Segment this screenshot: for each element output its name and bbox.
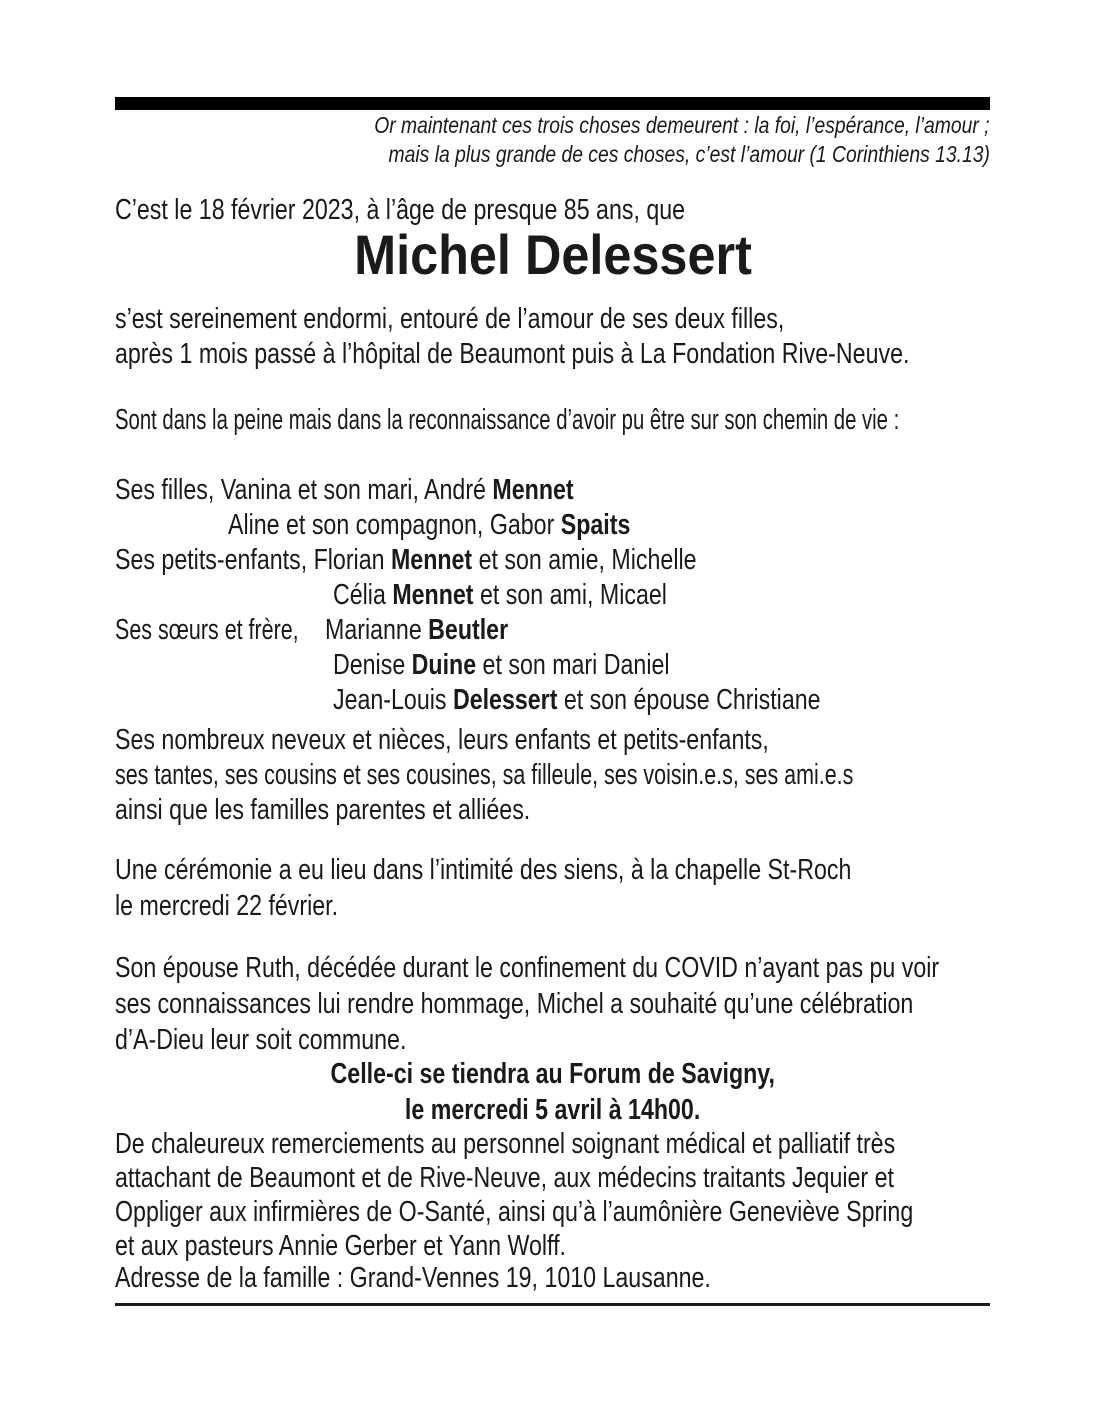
family-line-filles-1 bbox=[115, 474, 990, 509]
family-text-soeurs-frere-3: Jean-Louis Delessert et son épouse Christiane bbox=[333, 684, 821, 716]
paragraph-ceremonie-text-2: le mercredi 22 février. bbox=[115, 890, 339, 922]
paragraph-neveux-line-2 bbox=[115, 759, 990, 794]
paragraph-endormi-text-2: après 1 mois passé à l’hôpital de Beaumont puis à La Fondation Rive-Neuve. bbox=[115, 338, 910, 370]
celebration-datetime: le mercredi 5 avril à 14h00. bbox=[404, 1094, 701, 1126]
paragraph-endormi bbox=[115, 303, 990, 373]
celebration-announcement-line-2 bbox=[115, 1094, 990, 1130]
family-label-soeurs-frere: Ses sœurs et frère, bbox=[115, 614, 299, 646]
family-list bbox=[115, 474, 990, 719]
bottom-rule bbox=[115, 1303, 990, 1306]
scripture-quote-text-1: Or maintenant ces trois choses demeurent : la foi, l’espérance, l’amour ; bbox=[374, 112, 990, 138]
celebration-announcement bbox=[115, 1058, 990, 1130]
paragraph-ruth-text-1: Son épouse Ruth, décédée durant le confinement du COVID n’ayant pas pu voir bbox=[115, 952, 940, 984]
paragraph-peine bbox=[115, 404, 990, 439]
paragraph-ruth-line-3 bbox=[115, 1024, 990, 1060]
paragraph-ruth-text-3: d’A-Dieu leur soit commune. bbox=[115, 1024, 407, 1056]
paragraph-endormi-line-1 bbox=[115, 303, 990, 338]
paragraph-remerciements-text-2: attachant de Beaumont et de Rive-Neuve, aux médecins traitants Jequier et bbox=[115, 1162, 894, 1194]
deceased-name-line bbox=[115, 222, 990, 286]
paragraph-ruth bbox=[115, 952, 990, 1060]
paragraph-peine-line bbox=[115, 404, 990, 439]
family-address-line bbox=[115, 1262, 990, 1297]
celebration-announcement-line-1 bbox=[115, 1058, 990, 1094]
paragraph-remerciements-text-1: De chaleureux remerciements au personnel soignant médical et palliatif très bbox=[115, 1128, 896, 1160]
paragraph-ruth-text-2: ses connaissances lui rendre hommage, Michel a souhaité qu’une célébration bbox=[115, 988, 914, 1020]
family-address bbox=[115, 1262, 990, 1297]
paragraph-neveux-text-2: ses tantes, ses cousins et ses cousines, sa filleule, ses voisin.e.s, ses ami.e.s bbox=[115, 759, 854, 791]
family-address-text: Adresse de la famille : Grand-Vennes 19, 1010 Lausanne. bbox=[115, 1262, 711, 1294]
family-text-soeurs-frere-2: Denise Duine et son mari Daniel bbox=[333, 649, 670, 681]
paragraph-remerciements bbox=[115, 1128, 990, 1264]
scripture-quote-line-1 bbox=[115, 112, 990, 141]
paragraph-peine-text: Sont dans la peine mais dans la reconnaissance d’avoir pu être sur son chemin de vie : bbox=[115, 404, 900, 436]
paragraph-neveux-text-3: ainsi que les familles parentes et alliées. bbox=[115, 794, 531, 826]
paragraph-neveux-line-1 bbox=[115, 724, 990, 759]
paragraph-endormi-text-1: s’est sereinement endormi, entouré de l’amour de ses deux filles, bbox=[115, 303, 785, 335]
family-line-filles-2 bbox=[115, 509, 990, 544]
celebration-place: Celle-ci se tiendra au Forum de Savigny, bbox=[330, 1058, 775, 1090]
scripture-quote bbox=[115, 112, 990, 170]
family-line-soeurs-frere-2 bbox=[115, 649, 990, 684]
deceased-name: Michel Delessert bbox=[353, 223, 752, 286]
paragraph-ruth-line-2 bbox=[115, 988, 990, 1024]
scripture-quote-line-2 bbox=[115, 141, 990, 170]
death-date-line: C’est le 18 février 2023, à l’âge de presque 85 ans, que bbox=[115, 194, 686, 226]
paragraph-endormi-line-2 bbox=[115, 338, 990, 373]
paragraph-remerciements-line-1 bbox=[115, 1128, 990, 1162]
paragraph-ruth-line-1 bbox=[115, 952, 990, 988]
paragraph-ceremonie-line-2 bbox=[115, 890, 990, 926]
deceased-name-title bbox=[115, 222, 990, 286]
family-text-filles-1: Ses filles, Vanina et son mari, André Mennet bbox=[115, 474, 574, 506]
paragraph-remerciements-text-4: et aux pasteurs Annie Gerber et Yann Wolff. bbox=[115, 1230, 566, 1262]
paragraph-remerciements-text-3: Oppliger aux infirmières de O-Santé, ainsi qu’à l’aumônière Geneviève Spring bbox=[115, 1196, 914, 1228]
family-text-petits-enfants-2: Célia Mennet et son ami, Micael bbox=[333, 579, 667, 611]
paragraph-ceremonie-line-1 bbox=[115, 854, 990, 890]
paragraph-ceremonie bbox=[115, 854, 990, 926]
family-line-soeurs-frere-3 bbox=[115, 684, 990, 719]
paragraph-remerciements-line-4 bbox=[115, 1230, 990, 1264]
paragraph-ceremonie-text-1: Une cérémonie a eu lieu dans l’intimité des siens, à la chapelle St-Roch bbox=[115, 854, 852, 886]
paragraph-remerciements-line-2 bbox=[115, 1162, 990, 1196]
paragraph-neveux bbox=[115, 724, 990, 829]
header-bar bbox=[115, 97, 990, 110]
family-text-soeurs-frere-1: Marianne Beutler bbox=[325, 614, 509, 646]
paragraph-remerciements-line-3 bbox=[115, 1196, 990, 1230]
family-line-petits-enfants-2 bbox=[115, 579, 990, 614]
family-text-filles-2: Aline et son compagnon, Gabor Spaits bbox=[228, 509, 631, 541]
family-line-petits-enfants-1 bbox=[115, 544, 990, 579]
scripture-quote-text-2: mais la plus grande de ces choses, c’est l’amour (1 Corinthiens 13.13) bbox=[388, 141, 990, 167]
paragraph-neveux-text-1: Ses nombreux neveux et nièces, leurs enfants et petits-enfants, bbox=[115, 724, 769, 756]
paragraph-neveux-line-3 bbox=[115, 794, 990, 829]
family-line-soeurs-frere-1 bbox=[115, 614, 990, 649]
family-text-petits-enfants-1: Ses petits-enfants, Florian Mennet et son amie, Michelle bbox=[115, 544, 697, 576]
